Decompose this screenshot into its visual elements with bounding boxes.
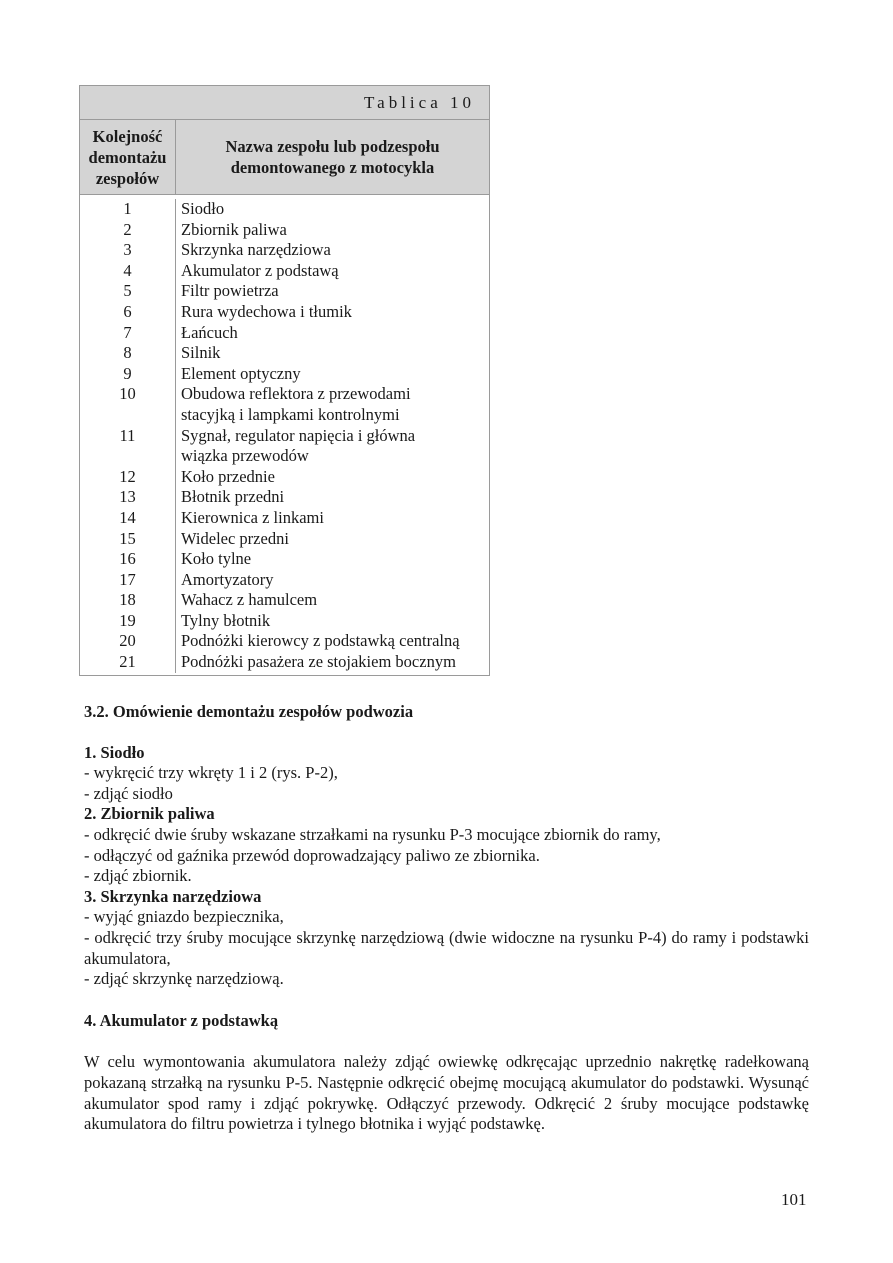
section-title: 3.2. Omówienie demontażu zespołów podwozia: [84, 702, 414, 721]
column-order: [80, 199, 176, 673]
item-line: - wykręcić trzy wkręty 1 i 2 (rys. P-2),: [84, 763, 338, 783]
item-title: 2. Zbiornik paliwa: [84, 804, 215, 824]
table-row-name: Obudowa reflektora z przewodami: [181, 384, 411, 404]
header-name-line: Nazwa zespołu lub podzespołu: [225, 137, 440, 156]
table-row-name: Akumulator z podstawą: [181, 260, 339, 280]
item-title: 3. Skrzynka narzędziowa: [84, 886, 262, 906]
table-row-number: 10: [119, 384, 136, 404]
item-line: - zdjąć skrzynkę narzędziową.: [84, 969, 284, 989]
table-row-number: 14: [119, 507, 136, 527]
table-row-name: Koło tylne: [181, 549, 252, 569]
item-title: 4. Akumulator z podstawką: [84, 1010, 279, 1030]
section-content: [84, 702, 809, 1135]
item-line: - zdjąć zbiornik.: [84, 866, 192, 886]
table-row-number: 12: [119, 466, 136, 486]
item-line: - odkręcić trzy śruby mocujące skrzynkę narzędziową (dwie widoczne na rysunku P-4) do ramy i podstawki akumulatora,: [84, 927, 809, 968]
disassembly-order-table: [79, 85, 490, 676]
table-row-number: 19: [119, 610, 136, 630]
table-row-number: 13: [119, 487, 136, 507]
table-row-name: stacyjką i lampkami kontrolnymi: [181, 404, 400, 424]
table-row-name: Podnóżki kierowcy z podstawką centralną: [181, 631, 460, 651]
table-row-name: Łańcuch: [181, 322, 238, 342]
table-row-name: Rura wydechowa i tłumik: [181, 301, 352, 321]
table-row-name: Filtr powietrza: [181, 281, 279, 301]
table-caption: Tablica 10: [80, 86, 489, 120]
page-number: 101: [781, 1190, 807, 1209]
table-row-number: 20: [119, 631, 136, 651]
table-header: [80, 120, 489, 195]
item-line: - zdjąć siodło: [84, 783, 173, 803]
table-row-number: 9: [123, 363, 132, 383]
table-row-name: Tylny błotnik: [181, 610, 271, 630]
item-line: - odłączyć od gaźnika przewód doprowadzający paliwo ze zbiornika.: [84, 845, 540, 865]
header-name: [176, 120, 489, 194]
table-row-number: 7: [123, 322, 132, 342]
table-row-number: 2: [123, 219, 132, 239]
table-row-number: [80, 446, 175, 467]
table-row-number: 21: [119, 652, 136, 672]
item-paragraph: W celu wymontowania akumulatora należy zdjąć owiewkę odkręcając uprzednio nakrętkę radełkowaną pokazaną strzałką na rysunku P-5. Następnie odkręcić obejmę mocującą akumulator do podstawki. Wysunąć akumulator spod ramy i zdjąć pokrywkę. Odłączyć przewody. Odkręcić 2 śruby mocujące podstawkę akumulatora do filtru powietrza i tylnego błotnika i wyjąć podstawkę.: [84, 1052, 809, 1134]
table-row-name: Podnóżki pasażera ze stojakiem bocznym: [181, 652, 456, 672]
table-row-name: Wahacz z hamulcem: [181, 590, 318, 610]
table-row-number: 15: [119, 528, 136, 548]
item-line: - odkręcić dwie śruby wskazane strzałkami na rysunku P-3 mocujące zbiornik do ramy,: [84, 824, 661, 844]
table-row-name: Skrzynka narzędziowa: [181, 240, 331, 260]
item-title: 1. Siodło: [84, 742, 145, 762]
table-row-name: Koło przednie: [181, 466, 275, 486]
header-order-line: demontażu: [88, 147, 167, 167]
table-row-number: 18: [119, 590, 136, 610]
table-row-name: Błotnik przedni: [181, 487, 285, 507]
table-row-number: 5: [123, 281, 132, 301]
table-row-number: [80, 405, 175, 426]
table-row-number: 4: [123, 260, 132, 280]
table-row-number: 11: [119, 425, 136, 445]
table-row-name: Element optyczny: [181, 363, 301, 383]
table-row-number: 8: [123, 343, 132, 363]
header-name-line: demontowanego z motocykla: [230, 158, 435, 177]
header-order-line: zespołów: [95, 168, 160, 188]
header-order: [80, 120, 176, 194]
column-name: [176, 199, 489, 673]
table-row-name: Amortyzatory: [181, 569, 274, 589]
item-line: - wyjąć gniazdo bezpiecznika,: [84, 907, 284, 927]
header-order-line: Kolejność: [92, 126, 163, 146]
table-row-name: Zbiornik paliwa: [181, 219, 287, 239]
table-row-name: Kierownica z linkami: [181, 507, 324, 527]
table-row-name: Siodło: [181, 199, 225, 218]
table-row-name: Silnik: [181, 343, 221, 363]
section-items: [84, 743, 809, 990]
table-body: [80, 195, 489, 675]
table-row-number: 1: [123, 199, 132, 218]
table-row-number: 3: [123, 240, 132, 260]
table-row-number: 6: [123, 301, 132, 321]
table-row-number: 16: [119, 549, 136, 569]
table-row-name: Widelec przedni: [181, 528, 289, 548]
table-row-name: Sygnał, regulator napięcia i główna: [181, 425, 416, 445]
table-row-number: 17: [119, 569, 136, 589]
table-row-name: wiązka przewodów: [181, 446, 309, 466]
